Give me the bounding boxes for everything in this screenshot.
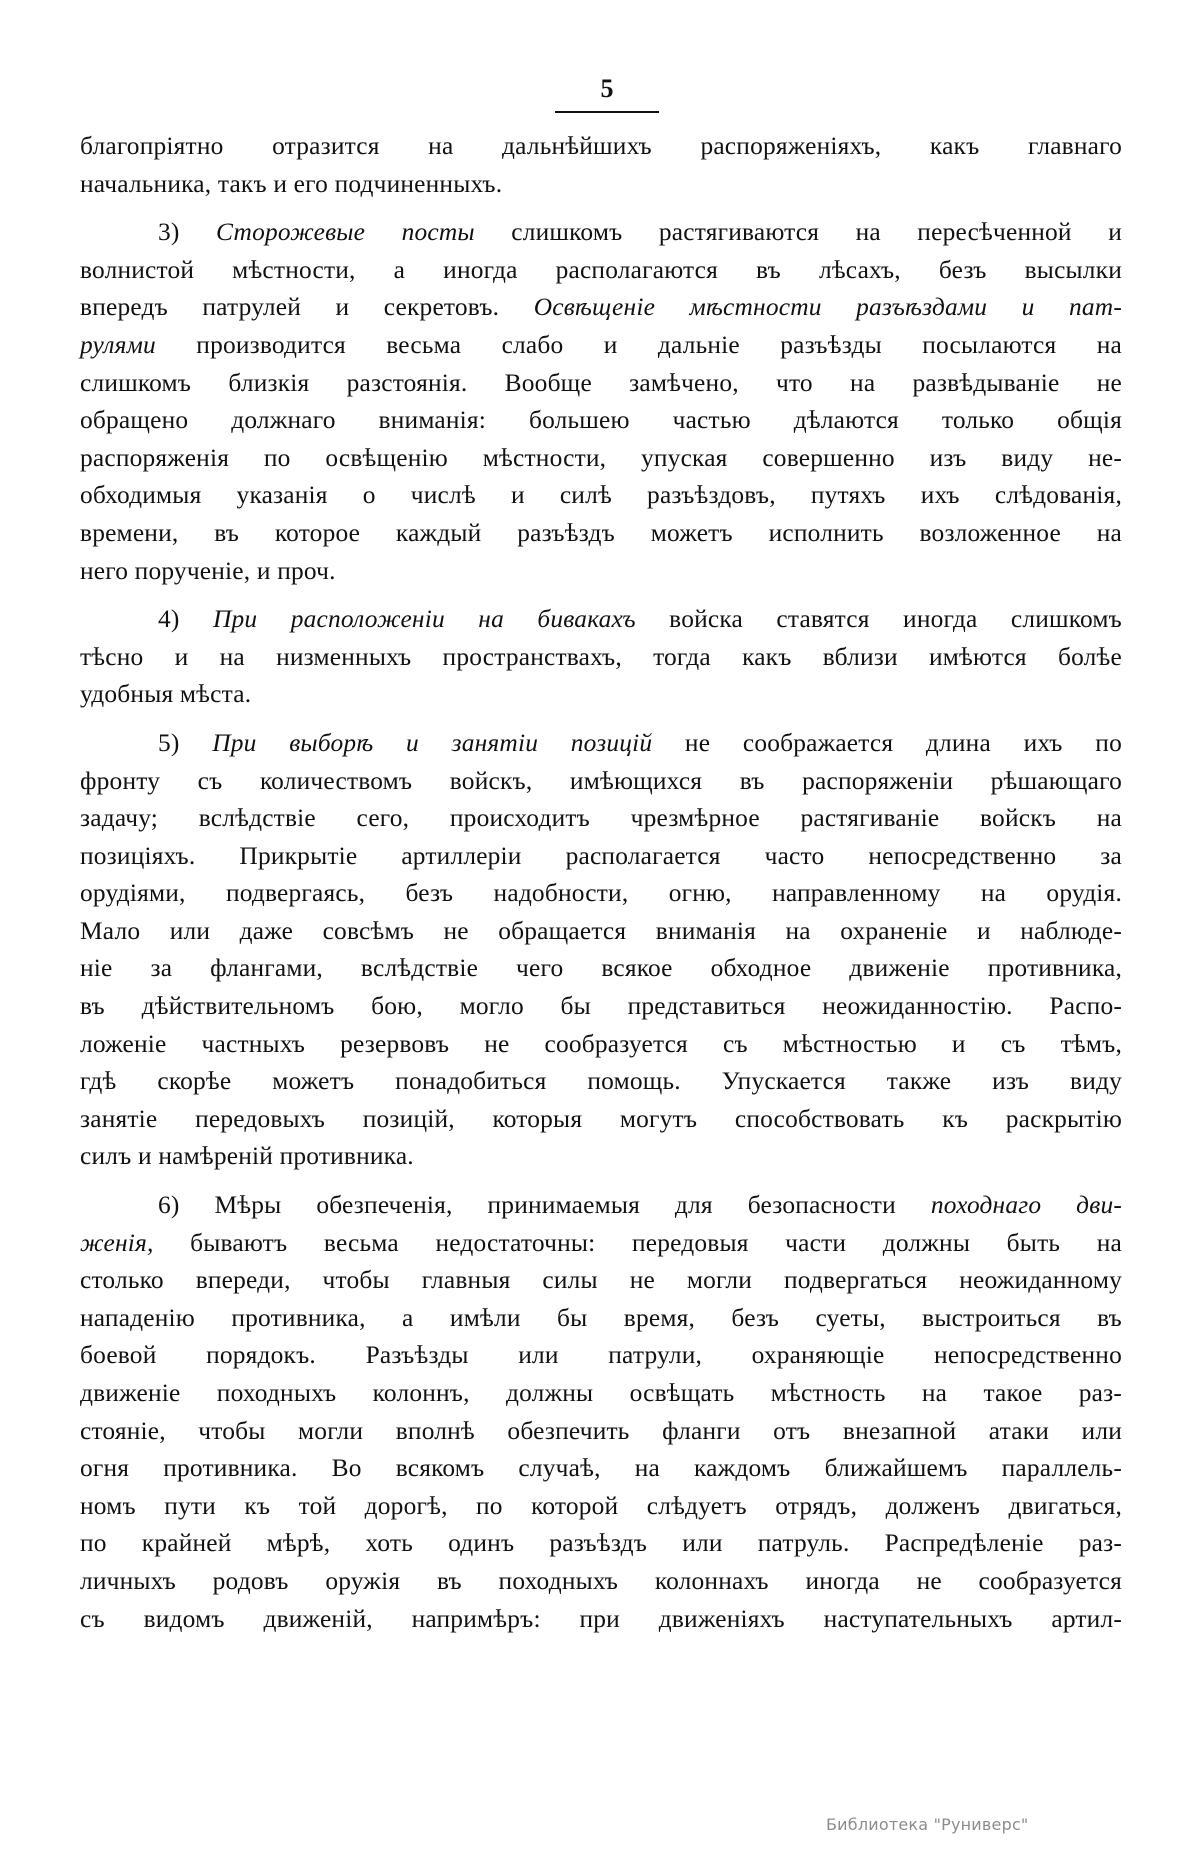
text-run: номъ пути къ той дорогѣ, по которой слѣдуетъ отрядъ, долженъ двигаться, [80, 1491, 1122, 1520]
paragraph-gap [80, 714, 1122, 725]
text-line [80, 1063, 1122, 1101]
text-run: не соображается длина ихъ по [652, 728, 1122, 757]
text-line [80, 214, 1122, 252]
text-run: обращено должнаго вниманія: большею частью дѣлаются только общія [80, 406, 1122, 435]
paragraph-p3-outposts [80, 214, 1122, 590]
text-line [80, 327, 1122, 365]
text-line [80, 639, 1122, 677]
text-run: нападенію противника, а имѣли бы время, безъ суеты, выстроиться въ [80, 1303, 1122, 1332]
text-run: гдѣ скорѣе можетъ понадобиться помощь. Упускается также изъ виду [80, 1067, 1122, 1096]
text-line [80, 1413, 1122, 1451]
text-run: ніе за флангами, вслѣдствіе чего всякое обходное движеніе противника, [80, 954, 1122, 983]
text-line [80, 838, 1122, 876]
text-line [80, 601, 1122, 639]
italic-run: женія, [80, 1228, 154, 1257]
text-run: въ дѣйствительномъ бою, могло бы представиться неожиданностію. Распо- [80, 992, 1122, 1021]
text-line [80, 800, 1122, 838]
text-run: задачу; вслѣдствіе сего, происходитъ чрезмѣрное растягиваніе войскъ на [80, 804, 1122, 833]
text-line [80, 166, 1122, 204]
text-line [80, 1101, 1122, 1139]
text-run: Мало или даже совсѣмъ не обращается вниманія на охраненіе и наблюде- [80, 916, 1122, 945]
text-line [80, 725, 1122, 763]
text-line [80, 515, 1122, 553]
text-run: орудіями, подвергаясь, безъ надобности, огню, направленному на орудія. [80, 879, 1122, 908]
text-run: распоряженія по освѣщенію мѣстности, упуская совершенно изъ виду не- [80, 443, 1122, 472]
text-run: огня противника. Во всякомъ случаѣ, на каждомъ ближайшемъ параллель- [80, 1454, 1122, 1483]
text-run: производится весьма слабо и дальніе разъѣзды посылаются на [155, 330, 1122, 359]
text-run: обходимыя указанія о числѣ и силѣ разъѣздовъ, путяхъ ихъ слѣдованія, [80, 481, 1122, 510]
italic-run: При расположеніи на бивакахъ [212, 605, 636, 634]
text-run: занятіе передовыхъ позицій, которыя могутъ способствовать къ раскрытію [80, 1104, 1122, 1133]
page-number-rule [555, 111, 659, 113]
text-run: силъ и намѣреній противника. [80, 1142, 414, 1171]
text-run: личныхъ родовъ оружія въ походныхъ колоннахъ иногда не сообразуется [80, 1566, 1122, 1595]
paragraph-p5-positions [80, 725, 1122, 1176]
text-run: движеніе походныхъ колоннъ, должны освѣщать мѣстность на такое раз- [80, 1379, 1122, 1407]
text-run: бываютъ весьма недостаточны: передовыя части должны быть на [153, 1228, 1122, 1257]
text-line [80, 1525, 1122, 1563]
text-run: войска ставятся иногда слишкомъ [635, 605, 1122, 634]
text-line [80, 913, 1122, 951]
text-run: благопріятно отразится на дальнѣйшихъ распоряженіяхъ, какъ главнаго [80, 132, 1122, 160]
text-line [80, 289, 1122, 327]
paragraph-gap [80, 1176, 1122, 1187]
text-run: по крайней мѣрѣ, хоть одинъ разъѣздъ или патруль. Распредѣленіе раз- [80, 1529, 1122, 1558]
text-line [80, 1375, 1122, 1413]
text-line [80, 1337, 1122, 1375]
text-run: него порученіе, и проч. [80, 556, 336, 585]
text-run: тѣсно и на низменныхъ пространствахъ, тогда какъ вблизи имѣются болѣе [80, 642, 1122, 671]
text-line [80, 402, 1122, 440]
text-line [80, 440, 1122, 478]
text-run: фронту съ количествомъ войскъ, имѣющихся въ распоряженіи рѣшающаго [80, 766, 1122, 795]
text-line [80, 1300, 1122, 1338]
text-line [80, 1601, 1122, 1639]
text-line [80, 676, 1122, 714]
text-line [80, 1138, 1122, 1176]
text-run: времени, въ которое каждый разъѣздъ можетъ исполнить возложенное на [80, 518, 1122, 547]
text-run: слишкомъ растягиваются на пересѣченной и [474, 218, 1122, 247]
text-run: стояніе, чтобы могли вполнѣ обезпечить фланги отъ внезапной атаки или [80, 1416, 1122, 1445]
italic-run: походнаго дви- [930, 1191, 1123, 1220]
text-line [80, 950, 1122, 988]
text-run: позиціяхъ. Прикрытіе артиллеріи располагается часто непосредственно за [80, 841, 1122, 870]
text-run: волнистой мѣстности, а иногда располагаются въ лѣсахъ, безъ высылки [80, 255, 1122, 284]
italic-run: При выборѣ и занятіи позицій [212, 728, 653, 757]
text-run: съ видомъ движеній, напримѣръ: при движеніяхъ наступательныхъ артил- [80, 1604, 1122, 1633]
text-run: удобныя мѣста. [80, 680, 252, 709]
paragraph-p4-bivouacs [80, 601, 1122, 714]
italic-run: рулями [80, 330, 156, 359]
text-line [80, 1450, 1122, 1488]
italic-run: Сторожевые посты [216, 218, 475, 247]
text-run: ложеніе частныхъ резервовъ не сообразуется съ мѣстностью и съ тѣмъ, [80, 1029, 1122, 1058]
text-run: 3) [158, 218, 217, 247]
text-line [80, 1225, 1122, 1263]
text-run: начальника, такъ и его подчиненныхъ. [80, 169, 503, 198]
text-run: столько впереди, чтобы главныя силы не могли подвергаться неожиданному [80, 1266, 1122, 1295]
text-run: 5) [158, 728, 213, 757]
text-line [80, 1563, 1122, 1601]
text-line [80, 477, 1122, 515]
italic-run: Освѣщеніе мѣстности разъѣздами и пат- [533, 293, 1122, 322]
text-run: боевой порядокъ. Разъѣзды или патрули, охраняющіе непосредственно [80, 1341, 1122, 1370]
text-line [80, 365, 1122, 403]
paragraph-p0-continuation [80, 128, 1122, 203]
text-line [80, 1026, 1122, 1064]
text-line [80, 1262, 1122, 1300]
paragraph-gap [80, 203, 1122, 214]
text-run: впередъ патрулей и секретовъ. [80, 293, 534, 322]
text-line [80, 128, 1122, 166]
text-line [80, 1488, 1122, 1526]
paragraph-p6-march-security [80, 1187, 1122, 1638]
text-line [80, 1187, 1122, 1225]
text-line [80, 988, 1122, 1026]
text-line [80, 252, 1122, 290]
library-watermark: Библиотека "Руниверс" [826, 1815, 1029, 1834]
body-text [80, 128, 1122, 1638]
text-run: 4) [158, 605, 213, 634]
text-run: 6) Мѣры обезпеченія, принимаемыя для безопасности [158, 1191, 931, 1220]
text-line [80, 875, 1122, 913]
page-number: 5 [600, 74, 614, 103]
text-line [80, 763, 1122, 801]
paragraph-gap [80, 590, 1122, 601]
text-run: слишкомъ близкія разстоянія. Вообще замѣчено, что на развѣдываніе не [80, 368, 1122, 397]
text-line [80, 553, 1122, 591]
